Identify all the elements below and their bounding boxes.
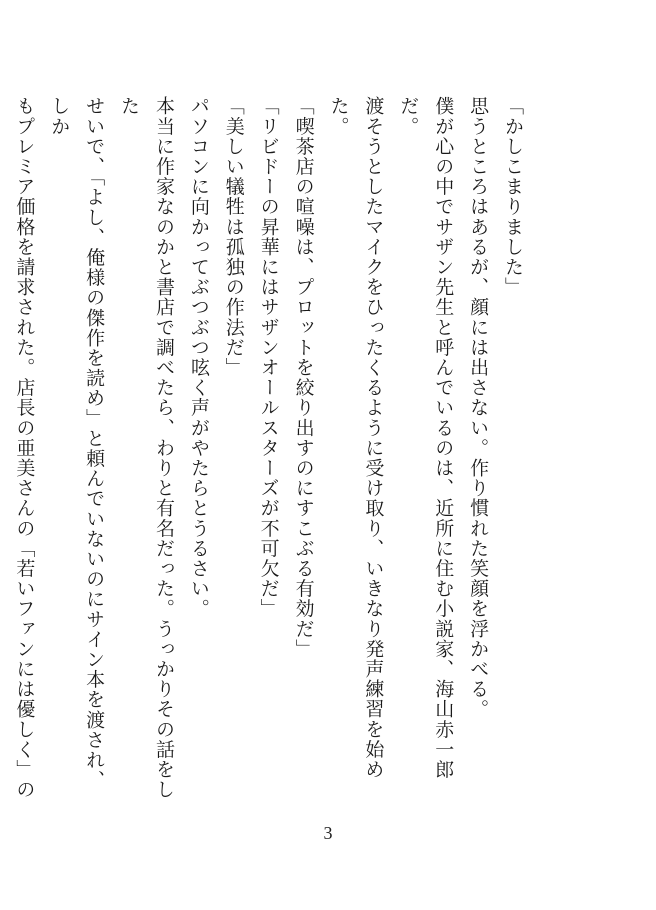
paragraph: パソコンに向かってぶつぶつ呟く声がやたらとうるさい。: [187, 96, 210, 619]
paragraph: 「かしこまりました」: [502, 96, 524, 297]
paragraph: 「美しい犠牲は孤独の作法だ」: [222, 96, 245, 378]
paragraph: 渡そうとしたマイクをひったくるように受け取り、いきなり発声練習を始めた。: [327, 96, 385, 780]
paragraph: 「リビドーの昇華にはサザンオールスターズが不可欠だ」: [257, 96, 280, 619]
vertical-text-body: [13, 96, 530, 808]
paragraph: 本当に作家なのかと書店で調べたら、わりと有名だった。うっかりその話をした せいで、「よし、俺様の傑作を読め」と頼んでいないのにサイン本を渡され、しか もプレミア価格を請求された。店長の亜美さんの「若いファンには優しく」の: [13, 96, 175, 800]
paragraph: 僕が心の中でサザン先生と呼んでいるのは、近所に住む小説家、海山赤一郎だ。: [397, 96, 455, 780]
paragraph: 「喫茶店の喧噪は、プロットを絞り出すのにすこぶる有効だ」: [292, 96, 315, 659]
page-number: 3: [323, 823, 333, 843]
paragraph: 思うところはあるが、顔には出さない。作り慣れた笑顔を浮かべる。: [467, 96, 490, 720]
